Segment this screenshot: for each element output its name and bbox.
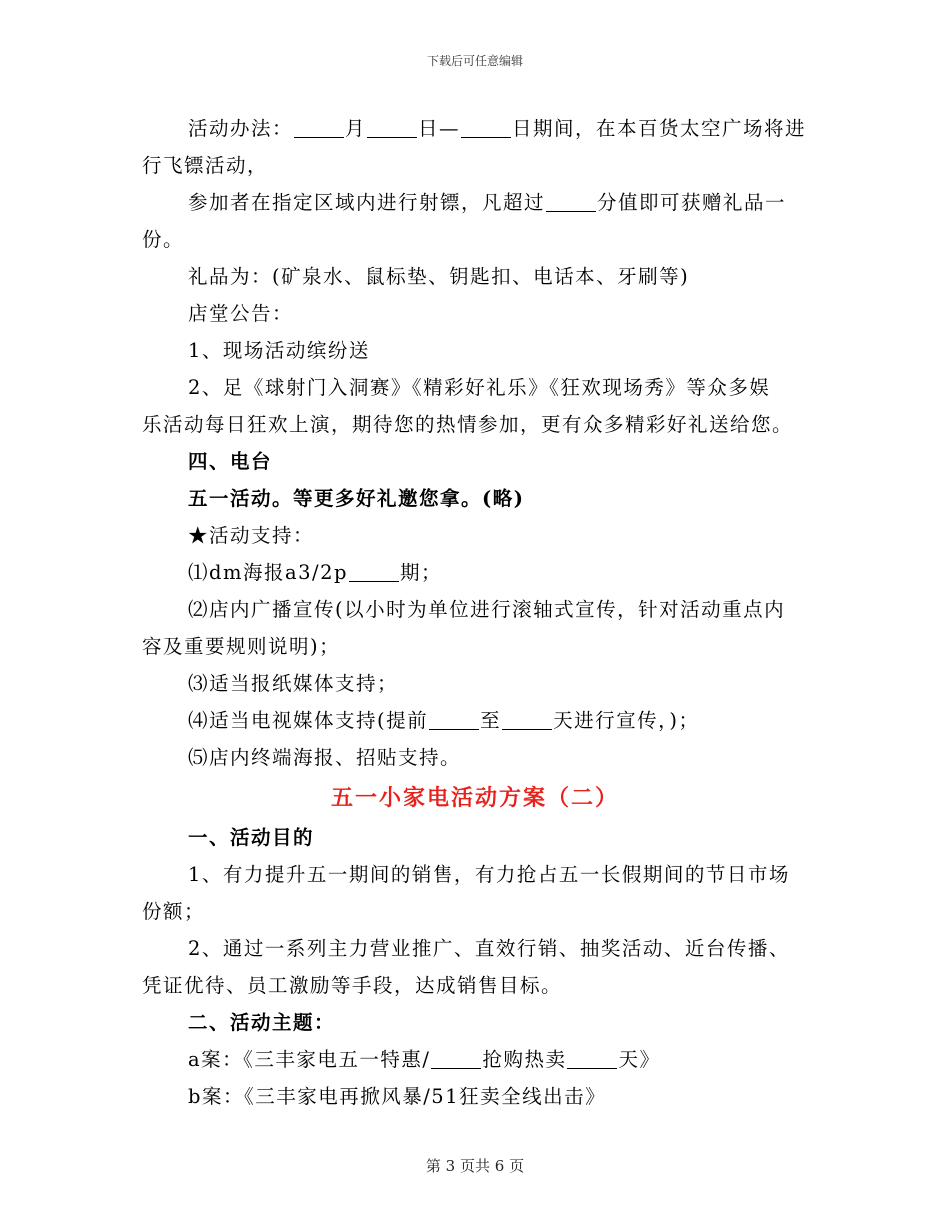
fill-in-blank	[461, 117, 511, 138]
text-segment: 一、活动目的	[188, 826, 315, 849]
text-segment: 2、通过一系列主力营业推广、直效行销、抽奖活动、近台传播、	[188, 937, 790, 960]
text-line	[142, 369, 808, 406]
heading-line	[142, 480, 808, 517]
text-segment: 抢购热卖	[482, 1048, 567, 1071]
section-title	[142, 779, 808, 818]
text-line	[142, 893, 808, 930]
text-segment: 月	[345, 117, 367, 140]
heading-line	[142, 819, 808, 856]
document-body	[142, 110, 808, 1115]
text-line	[142, 702, 808, 739]
text-line	[142, 628, 808, 665]
text-segment: ⑵店内广播宣传(以小时为单位进行滚轴式宣传，针对活动重点内	[188, 598, 786, 621]
text-line	[142, 1041, 808, 1078]
text-line	[142, 147, 808, 184]
text-segment: 五一活动。等更多好礼邀您拿。(略)	[188, 487, 525, 510]
text-segment: ⑶适当报纸媒体支持；	[188, 672, 399, 695]
text-line	[142, 856, 808, 893]
text-line	[142, 184, 808, 221]
text-segment: 四、电台	[188, 450, 273, 473]
text-segment: 份额；	[142, 900, 206, 923]
text-line	[142, 591, 808, 628]
text-segment: 至	[480, 709, 502, 732]
fill-in-blank	[567, 1048, 617, 1069]
text-segment: ⑸店内终端海报、招贴支持。	[188, 746, 462, 769]
text-segment: 凭证优待、员工激励等手段，达成销售目标。	[142, 974, 563, 997]
text-segment: 乐活动每日狂欢上演，期待您的热情参加，更有众多精彩好礼送给您。	[142, 413, 794, 436]
text-line	[142, 517, 808, 554]
text-segment: b案：《三丰家电再掀风暴/51狂卖全线出击》	[188, 1085, 607, 1108]
text-segment: 二、活动主题：	[188, 1011, 336, 1034]
text-segment: 参加者在指定区域内进行射镖，凡超过	[188, 191, 546, 214]
fill-in-blank	[349, 561, 399, 582]
fill-in-blank	[546, 191, 596, 212]
text-segment: 1、现场活动缤纷送	[188, 339, 370, 362]
text-line	[142, 221, 808, 258]
text-line	[142, 110, 808, 147]
text-segment: 礼品为：(矿泉水、鼠标垫、钥匙扣、电话本、牙刷等)	[188, 265, 690, 288]
text-segment: 分值即可获赠礼品一	[597, 191, 787, 214]
fill-in-blank	[431, 1048, 481, 1069]
text-line	[142, 258, 808, 295]
text-segment: 店堂公告：	[188, 302, 294, 325]
fill-in-blank	[294, 117, 344, 138]
text-line	[142, 1078, 808, 1115]
page-header: 下载后可任意编辑	[426, 54, 523, 68]
fill-in-blank	[367, 117, 417, 138]
text-segment: 行飞镖活动，	[142, 154, 269, 177]
page-footer: 第 3 页共 6 页	[425, 1157, 525, 1175]
heading-line	[142, 443, 808, 480]
fill-in-blank	[502, 709, 552, 730]
text-line	[142, 332, 808, 369]
text-segment: 活动办法：	[188, 117, 294, 140]
text-segment: 日—	[418, 117, 461, 140]
text-segment: ★活动支持：	[188, 524, 315, 547]
text-line	[142, 295, 808, 332]
text-segment: 期；	[399, 561, 442, 584]
text-segment: ⑴dm海报a3/2p	[188, 561, 348, 584]
text-segment: 天》	[618, 1048, 661, 1071]
text-line	[142, 406, 808, 443]
fill-in-blank	[429, 709, 479, 730]
text-segment: 份。	[142, 228, 185, 251]
text-segment: 天进行宣传，)；	[553, 709, 700, 732]
text-line	[142, 967, 808, 1004]
text-line	[142, 930, 808, 967]
text-line	[142, 739, 808, 776]
text-segment: 1、有力提升五一期间的销售，有力抢占五一长假期间的节日市场	[188, 863, 790, 886]
text-line	[142, 554, 808, 591]
text-segment: ⑷适当电视媒体支持(提前	[188, 709, 429, 732]
text-segment: 容及重要规则说明)；	[142, 635, 341, 658]
heading-line	[142, 1004, 808, 1041]
text-segment: 日期间，在本百货太空广场将进	[512, 117, 807, 140]
text-segment: a案：《三丰家电五一特惠/	[188, 1048, 431, 1071]
text-segment: 2、足《球射门入洞赛》《精彩好礼乐》《狂欢现场秀》等众多娱	[188, 376, 771, 399]
text-segment: 五一小家电活动方案（二）	[330, 785, 619, 811]
text-line	[142, 665, 808, 702]
